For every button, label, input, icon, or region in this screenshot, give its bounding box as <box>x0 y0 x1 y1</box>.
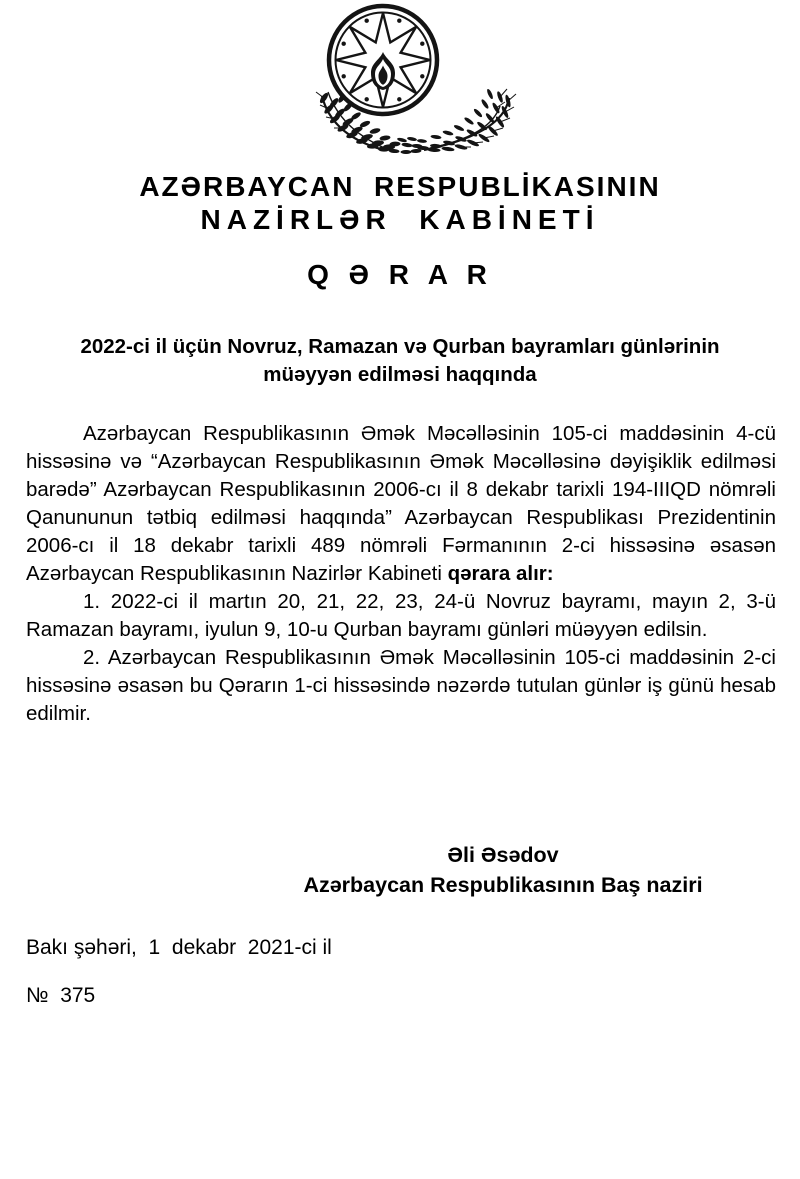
signatory-name: Əli Əsədov <box>447 843 559 867</box>
signature-block <box>263 840 743 900</box>
document-title: 2022-ci il üçün Novruz, Ramazan və Qurban bayramları günlərinin müəyyən edilməsi haqqında <box>80 335 720 386</box>
azerbaijan-coat-of-arms-icon <box>312 2 517 154</box>
org-name-line1: AZƏRBAYCAN RESPUBLİKASININ <box>139 171 661 202</box>
place-and-date: Bakı şəhəri, 1 dekabr 2021-ci il <box>26 936 332 959</box>
intro-paragraph-bold-phrase: qərara alır: <box>447 562 554 585</box>
org-name-line2: NAZİRLƏR KABİNETİ <box>200 204 600 235</box>
organization-heading <box>0 170 800 236</box>
decree-item-2: 2. Azərbaycan Respublikasının Əmək Məcəlləsinin 105-ci maddəsinin 2-ci hissəsinə əsasən bu Qərarın 1-ci hissəsində nəzərdə tutulan günlər iş günü hesab edilmir. <box>26 646 776 725</box>
decree-item-1: 1. 2022-ci il martın 20, 21, 22, 23, 24-ü Novruz bayramı, mayın 2, 3-ü Ramazan bayramı, iyulun 9, 10-u Qurban bayramı günləri müəyyən edilsin. <box>26 590 776 641</box>
document-body <box>26 420 776 728</box>
intro-paragraph <box>26 420 776 588</box>
document-type-heading: Q Ə R A R <box>307 259 493 290</box>
signatory-title: Azərbaycan Respublikasının Baş naziri <box>303 873 703 897</box>
intro-paragraph-text: Azərbaycan Respublikasının Əmək Məcəlləsinin 105-ci maddəsinin 4-cü hissəsinə və “Azərbaycan Respublikasının Əmək Məcəlləsinə dəyişiklik edilməsi barədə” Azərbaycan Respublikasının 2006-cı il 8 dekabr tarixli 194-IIIQD nömrəli Qanununun tətbiq edilməsi haqqında” Azərbaycan Respublikası Prezidentinin 2006-cı il 18 dekabr tarixli 489 nömrəli Fərmanının 2-ci hissəsinə əsasən Azərbaycan Respublikasının Nazirlər Kabineti <box>26 422 776 585</box>
document-number: № 375 <box>26 984 96 1007</box>
